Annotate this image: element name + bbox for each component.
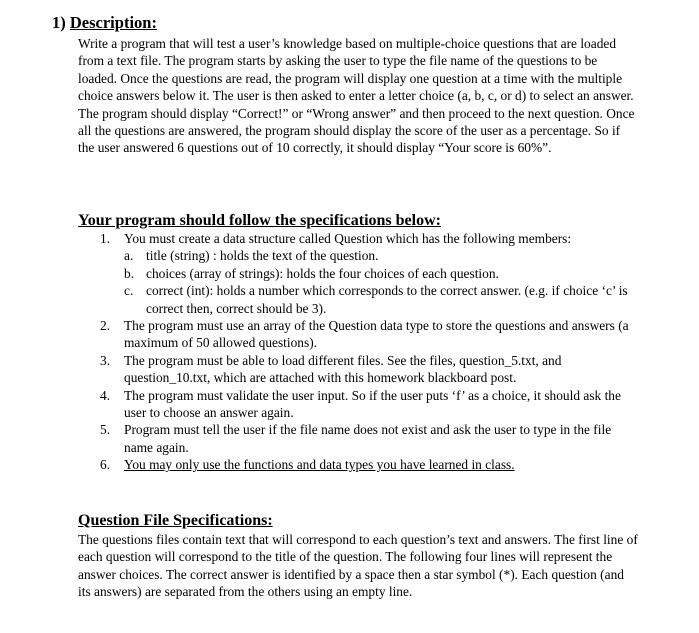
members-list — [124, 247, 630, 317]
file-spec-paragraph — [78, 531, 638, 601]
spec-item-4: 4. The program must validate the user input. So if the user puts ‘f’ as a choice, it should ask the user to choose an answer again. — [100, 387, 621, 421]
file-spec-heading: Question File Specifications: — [78, 512, 273, 529]
spec-item-text: The program must use an array of the Question data type to store the questions and answers (a maximum of 50 allowed questions). — [124, 318, 629, 351]
description-text: Write a program that will test a user’s knowledge based on multiple-choice questions that are loaded from a text file. The program starts by asking the user to type the file name of the questions to be loaded. Once the questions are read, the program will display one question at a time with the multiple choice answers below it. The user is then asked to enter a letter choice (a, b, c, or d) to select an answer. The program should display “Correct!” or “Wrong answer” and then proceed to the next question. Once all the questions are answered, the program should display the score of the user as a percentage. So if the user answered 6 questions out of 10 correctly, it should display “Your score is 60%”. — [78, 36, 635, 156]
spec-item-text: Program must tell the user if the file name does not exist and ask the user to type in the file name again. — [124, 422, 612, 455]
file-spec-text: The questions files contain text that will correspond to each question’s text and answers. The first line of each question will correspond to the title of the question. The following four lines will represent the answer choices. The correct answer is identified by a space then a star symbol (*). Each question (and its answers) are separated from the others using an empty line. — [78, 532, 638, 600]
spec-item-2: 2. The program must use an array of the Question data type to store the questions and answers (a maximum of 50 allowed questions). — [100, 318, 629, 351]
member-choices: b. choices (array of strings): holds the four choices of each question. — [124, 265, 499, 281]
spec-item-1: 1. You must create a data structure called Question which has the following members: a. title (string) : holds the text of the question. b. choices (array of strings): holds the four choices of each question. c. correct (int): holds a number which corresponds to the correct answer. (e.g. if choice ‘c’ is correct then, correct should be 3). — [100, 230, 630, 317]
section-heading — [52, 13, 157, 33]
spec-item-text: You must create a data structure called Question which has the following members: — [124, 231, 572, 246]
member-title: a. title (string) : holds the text of the question. — [124, 248, 379, 264]
spec-heading: Your program should follow the specifications below: — [78, 212, 441, 229]
spec-item-5: 5. Program must tell the user if the file name does not exist and ask the user to type in the file name again. — [100, 422, 612, 455]
section-title: Description: — [69, 13, 157, 32]
spec-item-3: 3. The program must be able to load different files. See the files, question_5.txt, and question_10.txt, which are attached with this homework blackboard post. — [100, 352, 562, 386]
spec-list — [100, 230, 630, 474]
spec-item-text: The program must validate the user input. So if the user puts ‘f’ as a choice, it should ask the user to choose an answer again. — [124, 387, 621, 421]
spec-item-text: You may only use the functions and data types you have learned in class. — [124, 457, 515, 473]
section-number: 1) — [52, 13, 66, 32]
spec-item-6: 6. You may only use the functions and data types you have learned in class. — [100, 457, 515, 473]
member-correct: c. correct (int): holds a number which corresponds to the correct answer. (e.g. if choice ‘c’ is correct then, correct should be 3). — [124, 283, 628, 316]
spec-item-text: The program must be able to load different files. See the files, question_5.txt, and question_10.txt, which are attached with this homework blackboard post. — [124, 352, 562, 386]
description-paragraph — [78, 35, 638, 157]
